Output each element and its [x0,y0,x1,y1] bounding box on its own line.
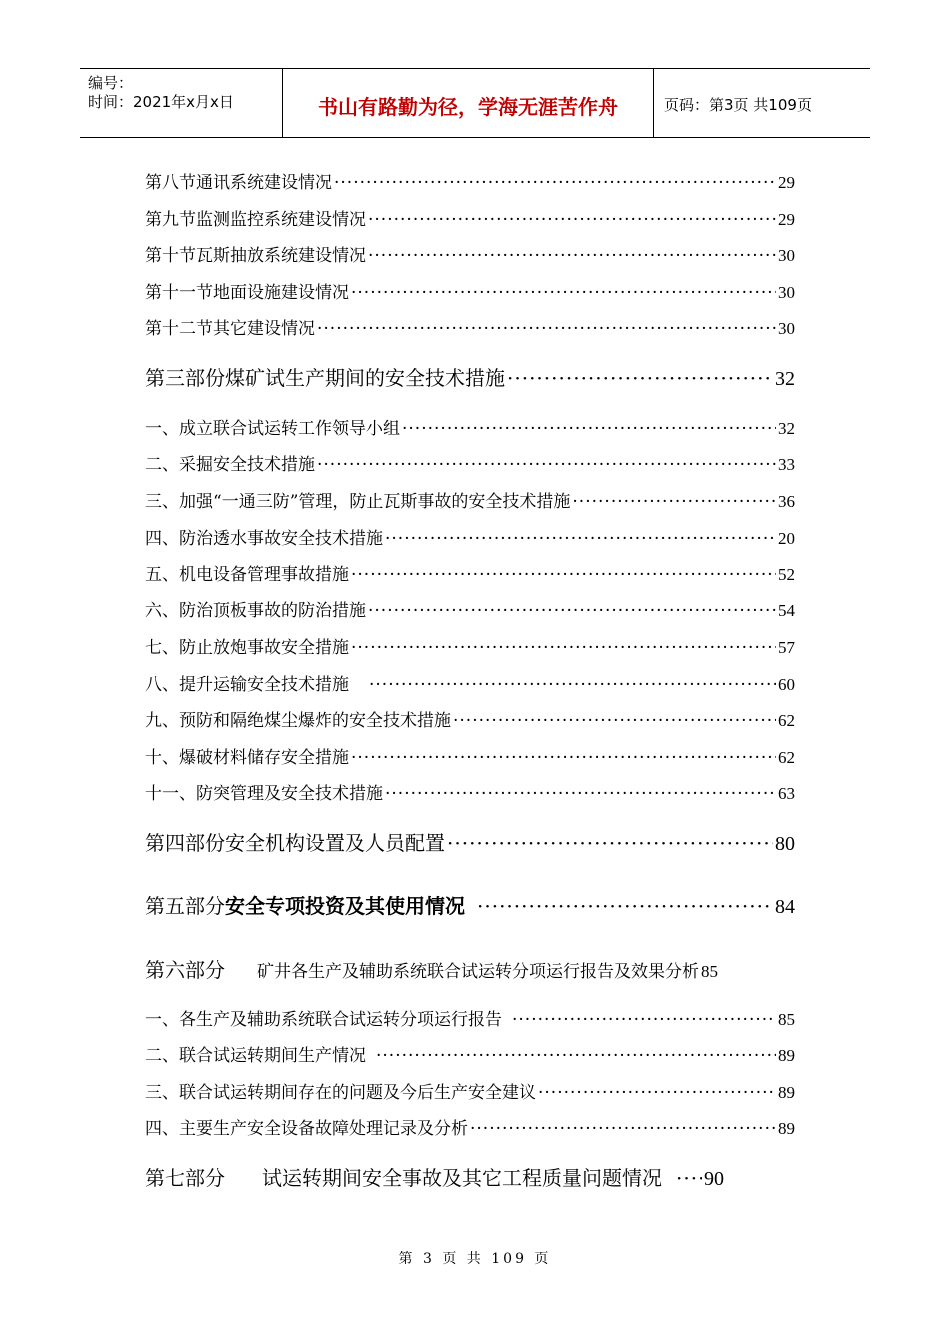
toc-entry-title: 其它建设情况 [213,319,315,339]
toc-leader-dots [385,784,776,804]
toc-entry-page: 85 [701,962,718,981]
toc-part-entry[interactable] [145,890,795,919]
toc-part-entry[interactable] [145,362,795,391]
toc-entry-page: 33 [778,455,795,474]
toc-leader-dots [368,246,776,266]
toc-entry-title: 一、成立联合试运转工作领导小组 [145,419,400,439]
toc-entry[interactable] [145,560,795,585]
toc-entry-page: 54 [778,601,795,620]
header-motto-cell [283,69,654,137]
toc-part-entry[interactable] [145,954,795,983]
toc-part-entry[interactable] [145,1162,795,1191]
toc-leader-dots [368,210,776,230]
header-left-cell [80,69,283,137]
toc-leader-dots [447,831,773,855]
toc-entry-page: 89 [778,1083,795,1102]
toc-leader-dots [334,173,776,193]
document-number-label: 编号： [88,74,134,92]
toc-entry-page: 32 [775,368,795,390]
toc-entry-page: 57 [778,638,795,657]
toc-leader-dots [507,366,773,390]
toc-entry[interactable] [145,487,795,512]
toc-entry-title: 二、采掘安全技术措施 [145,455,315,475]
toc-entry-title: 七、防止放炮事故安全措施 [145,638,349,658]
toc-leader-dots [385,529,776,549]
toc-entry-number: 第十一节 [145,283,213,303]
toc-entry-title: 三、联合试运转期间存在的问题及今后生产安全建议 [145,1083,536,1103]
toc-entry[interactable] [145,314,795,339]
toc-leader-dots [402,419,776,439]
header-page-info: 页码：第3页 共109页 [664,96,812,114]
toc-entry-page: 85 [778,1010,795,1029]
toc-entry-number: 第十二节 [145,319,213,339]
toc-entry-page: 36 [778,492,795,511]
page-header [80,68,870,138]
toc-entry-page: 84 [775,896,795,918]
toc-entry-page: 89 [778,1046,795,1065]
header-page-cell [654,69,870,137]
toc-leader-dots [351,638,776,658]
document-date-label: 时间：2021年x月x日 [88,93,234,111]
toc-entry-title: 通讯系统建设情况 [196,173,332,193]
toc-entry[interactable] [145,450,795,475]
toc-entry-title: 四、主要生产安全设备故障处理记录及分析 [145,1119,468,1139]
toc-leader-dots [351,748,776,768]
toc-entry[interactable] [145,1041,795,1066]
toc-entry-page: 52 [778,565,795,584]
toc-entry-page: 80 [775,833,795,855]
toc-part-number: 第四部份 [145,831,225,855]
toc-entry-title: 五、机电设备管理事故措施 [145,565,349,585]
toc-entry[interactable] [145,779,795,804]
toc-entry-title: 八、提升运输安全技术措施 [145,675,349,695]
toc-entry-title: 九、预防和隔绝煤尘爆炸的安全技术措施 [145,711,451,731]
toc-entry-page: 60 [778,675,795,694]
toc-part-entry[interactable] [145,827,795,856]
toc-entry-page: 20 [778,529,795,548]
toc-entry[interactable] [145,168,795,193]
toc-entry[interactable] [145,743,795,768]
toc-entry-page: 29 [778,173,795,192]
toc-entry-page: 30 [778,283,795,302]
toc-entry-page: 89 [778,1119,795,1138]
toc-entry-title: 四、防治透水事故安全技术措施 [145,529,383,549]
toc-entry[interactable] [145,241,795,266]
toc-part-number: 第五部分 [145,894,225,918]
toc-entry[interactable] [145,524,795,549]
toc-leader-dots [351,283,776,303]
toc-part-title: 安全机构设置及人员配置 [225,831,445,855]
toc-entry-page: 62 [778,711,795,730]
toc-part-number: 第七部分 [145,1166,225,1190]
toc-entry[interactable] [145,706,795,731]
toc-entry[interactable] [145,414,795,439]
toc-entry[interactable] [145,1005,795,1030]
toc-entry-title: 三、加强“一通三防”管理，防止瓦斯事故的安全技术措施 [145,492,571,512]
toc-leader-dots [572,492,776,512]
toc-entry[interactable] [145,670,795,695]
toc-entry-page: 62 [778,748,795,767]
toc-part-number: 第三部份 [145,366,225,390]
toc-leader-dots [317,319,776,339]
toc-part-title: 煤矿试生产期间的安全技术措施 [225,366,505,390]
toc-entry-title: 二、联合试运转期间生产情况 [145,1046,366,1066]
toc-leader-dots [470,1119,776,1139]
toc-entry-page: 30 [778,246,795,265]
toc-entry[interactable] [145,1114,795,1139]
toc-entry[interactable] [145,278,795,303]
toc-leader-dots [538,1083,776,1103]
toc-part-number: 第六部分 [145,958,225,982]
toc-entry-page: 90 [704,1168,724,1190]
toc-entry-number: 第十节 [145,246,196,266]
toc-entry[interactable] [145,1078,795,1103]
toc-entry[interactable] [145,633,795,658]
toc-leader-dots [376,1046,776,1066]
toc-entry-page: 30 [778,319,795,338]
toc-entry-page: 63 [778,784,795,803]
toc-entry-page: 29 [778,210,795,229]
header-motto: 书山有路勤为径，学海无涯苦作舟 [318,95,618,119]
toc-leader-dots [477,894,773,918]
toc-entry-number: 第九节 [145,210,196,230]
toc-part-title: 安全专项投资及其使用情况 [225,894,465,918]
toc-entry-number: 第八节 [145,173,196,193]
toc-entry-title: 一、各生产及辅助系统联合试运转分项运行报告 [145,1010,502,1030]
toc-entry-title: 六、防治顶板事故的防治措施 [145,601,366,621]
toc-leader-dots [369,675,776,695]
toc-entry-title: 十一、防突管理及安全技术措施 [145,784,383,804]
toc-entry-page: 32 [778,419,795,438]
toc-leader-dots [351,565,776,585]
toc-leader-dots [368,601,776,621]
toc-entry[interactable] [145,596,795,621]
toc-leader-dots [317,455,776,475]
toc-leader-dots [453,711,776,731]
toc-part-title: 矿井各生产及辅助系统联合试运转分项运行报告及效果分析 [257,962,699,982]
toc-entry-title: 地面设施建设情况 [213,283,349,303]
page-footer: 第 3 页 共 109 页 [398,1251,552,1267]
toc-leader-dots [512,1010,776,1030]
toc-entry-title: 监测监控系统建设情况 [196,210,366,230]
toc-entry[interactable] [145,205,795,230]
toc-leader-dots [676,1166,702,1190]
toc-part-title: 试运转期间安全事故及其它工程质量问题情况 [262,1166,662,1190]
toc-entry-title: 十、爆破材料储存安全措施 [145,748,349,768]
toc-entry-title: 瓦斯抽放系统建设情况 [196,246,366,266]
